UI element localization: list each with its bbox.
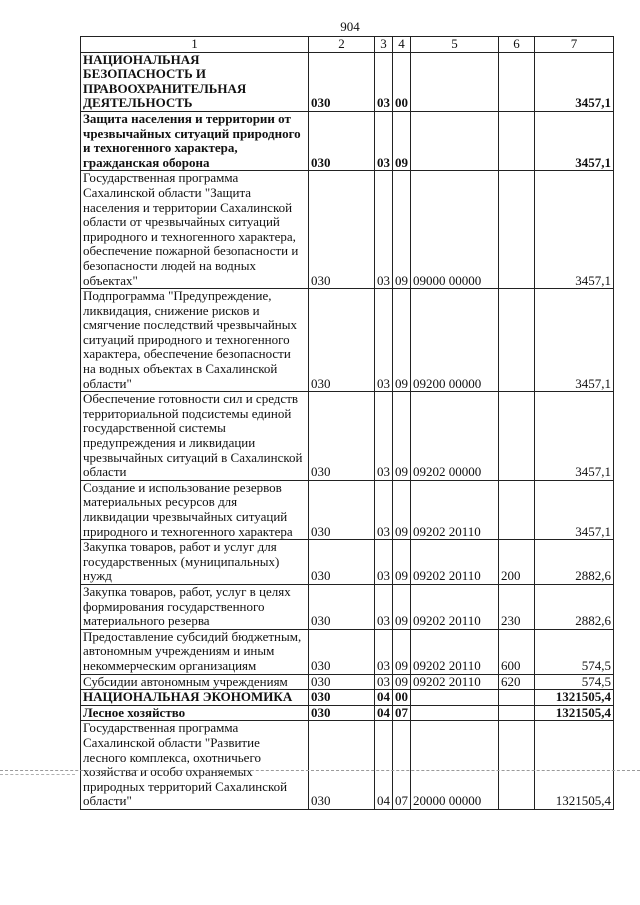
cell-target-article	[411, 690, 499, 706]
cell-section: 04	[375, 690, 393, 706]
cell-admin-code: 030	[309, 392, 375, 481]
cell-subsection: 09	[393, 171, 411, 289]
cell-section: 03	[375, 674, 393, 690]
cell-subsection: 07	[393, 705, 411, 721]
cell-expense-type	[499, 392, 535, 481]
cell-amount: 3457,1	[535, 392, 614, 481]
cell-target-article	[411, 52, 499, 111]
cell-amount: 574,5	[535, 629, 614, 674]
cell-expense-type: 230	[499, 584, 535, 629]
cell-subsection: 00	[393, 52, 411, 111]
table-row	[81, 171, 614, 289]
table-row	[81, 392, 614, 481]
cell-admin-code: 030	[309, 705, 375, 721]
table-row	[81, 690, 614, 706]
cell-subsection: 09	[393, 584, 411, 629]
cell-section: 03	[375, 480, 393, 539]
table-row	[81, 540, 614, 585]
row-name: Субсидии автономным учреждениям	[81, 674, 309, 690]
row-name: НАЦИОНАЛЬНАЯ БЕЗОПАСНОСТЬ И ПРАВООХРАНИТЕЛЬНАЯ ДЕЯТЕЛЬНОСТЬ	[81, 52, 309, 111]
row-name: Государственная программа Сахалинской области "Развитие лесного комплекса, охотничьего хозяйства и особо охраняемых природных территорий Сахалинской области"	[81, 721, 309, 810]
cell-target-article: 09202 20110	[411, 629, 499, 674]
cell-section: 03	[375, 392, 393, 481]
cell-section: 03	[375, 289, 393, 392]
row-name: Предоставление субсидий бюджетным, автономным учреждениям и иным некоммерческим организациям	[81, 629, 309, 674]
cell-amount: 3457,1	[535, 111, 614, 170]
cell-subsection: 07	[393, 721, 411, 810]
table-row	[81, 584, 614, 629]
cell-amount: 1321505,4	[535, 690, 614, 706]
cell-target-article: 09202 20110	[411, 674, 499, 690]
cell-admin-code: 030	[309, 289, 375, 392]
cell-target-article: 09202 20110	[411, 540, 499, 585]
row-name: Защита населения и территории от чрезвычайных ситуаций природного и техногенного характера, гражданская оборона	[81, 111, 309, 170]
cell-amount: 574,5	[535, 674, 614, 690]
col-header-1: 1	[81, 37, 309, 53]
col-header-3: 3	[375, 37, 393, 53]
cell-expense-type	[499, 289, 535, 392]
table-row	[81, 111, 614, 170]
row-name: Государственная программа Сахалинской области "Защита населения и территории Сахалинской области от чрезвычайных ситуаций природного и техногенного характера, обеспечение пожарной безопасности и безопасности людей на водных объектах"	[81, 171, 309, 289]
table-row	[81, 674, 614, 690]
cell-amount: 1321505,4	[535, 705, 614, 721]
cell-admin-code: 030	[309, 480, 375, 539]
cell-section: 03	[375, 629, 393, 674]
cell-subsection: 09	[393, 289, 411, 392]
budget-table	[80, 36, 614, 810]
cell-amount: 2882,6	[535, 584, 614, 629]
cell-section: 04	[375, 721, 393, 810]
table-row	[81, 289, 614, 392]
cell-amount: 3457,1	[535, 289, 614, 392]
row-name: Подпрограмма "Предупреждение, ликвидация, снижение рисков и смягчение последствий чрезвычайных ситуаций природного и техногенного характера, обеспечение безопасности на водных объектах в Сахалинской области"	[81, 289, 309, 392]
scan-artifact-line	[0, 770, 640, 771]
cell-subsection: 09	[393, 674, 411, 690]
cell-amount: 2882,6	[535, 540, 614, 585]
cell-target-article	[411, 111, 499, 170]
cell-admin-code: 030	[309, 690, 375, 706]
cell-admin-code: 030	[309, 674, 375, 690]
col-header-2: 2	[309, 37, 375, 53]
cell-expense-type	[499, 480, 535, 539]
cell-expense-type	[499, 111, 535, 170]
row-name: Закупка товаров, работ, услуг в целях формирования государственного материального резерва	[81, 584, 309, 629]
col-header-7: 7	[535, 37, 614, 53]
cell-target-article: 20000 00000	[411, 721, 499, 810]
cell-section: 04	[375, 705, 393, 721]
cell-target-article: 09202 00000	[411, 392, 499, 481]
cell-target-article: 09200 00000	[411, 289, 499, 392]
cell-target-article: 09000 00000	[411, 171, 499, 289]
table-row	[81, 721, 614, 810]
cell-expense-type	[499, 721, 535, 810]
row-name: Обеспечение готовности сил и средств территориальной подсистемы единой государственной системы предупреждения и ликвидации чрезвычайных ситуаций в Сахалинской области	[81, 392, 309, 481]
cell-admin-code: 030	[309, 171, 375, 289]
page-number: 904	[340, 19, 360, 34]
table-row	[81, 52, 614, 111]
cell-subsection: 09	[393, 480, 411, 539]
cell-section: 03	[375, 584, 393, 629]
cell-expense-type	[499, 52, 535, 111]
scan-artifact-line	[0, 774, 75, 775]
table-row	[81, 705, 614, 721]
table-body	[81, 52, 614, 809]
row-name: Создание и использование резервов материальных ресурсов для ликвидации чрезвычайных ситуаций природного и техногенного характера	[81, 480, 309, 539]
cell-admin-code: 030	[309, 721, 375, 810]
cell-section: 03	[375, 171, 393, 289]
row-name: НАЦИОНАЛЬНАЯ ЭКОНОМИКА	[81, 690, 309, 706]
table-row	[81, 480, 614, 539]
cell-subsection: 09	[393, 540, 411, 585]
col-header-6: 6	[499, 37, 535, 53]
cell-admin-code: 030	[309, 52, 375, 111]
row-name: Закупка товаров, работ и услуг для государственных (муниципальных) нужд	[81, 540, 309, 585]
cell-subsection: 09	[393, 111, 411, 170]
cell-subsection: 09	[393, 629, 411, 674]
table-row	[81, 629, 614, 674]
cell-admin-code: 030	[309, 540, 375, 585]
cell-target-article	[411, 705, 499, 721]
cell-expense-type	[499, 171, 535, 289]
cell-amount: 3457,1	[535, 171, 614, 289]
cell-expense-type: 600	[499, 629, 535, 674]
cell-section: 03	[375, 540, 393, 585]
cell-section: 03	[375, 52, 393, 111]
cell-section: 03	[375, 111, 393, 170]
cell-admin-code: 030	[309, 584, 375, 629]
cell-subsection: 00	[393, 690, 411, 706]
col-header-4: 4	[393, 37, 411, 53]
cell-admin-code: 030	[309, 629, 375, 674]
row-name: Лесное хозяйство	[81, 705, 309, 721]
cell-target-article: 09202 20110	[411, 480, 499, 539]
cell-subsection: 09	[393, 392, 411, 481]
cell-expense-type	[499, 705, 535, 721]
col-header-5: 5	[411, 37, 499, 53]
cell-expense-type: 200	[499, 540, 535, 585]
cell-amount: 3457,1	[535, 480, 614, 539]
cell-admin-code: 030	[309, 111, 375, 170]
header-row	[81, 37, 614, 53]
cell-amount: 3457,1	[535, 52, 614, 111]
cell-amount: 1321505,4	[535, 721, 614, 810]
cell-expense-type	[499, 690, 535, 706]
cell-expense-type: 620	[499, 674, 535, 690]
cell-target-article: 09202 20110	[411, 584, 499, 629]
